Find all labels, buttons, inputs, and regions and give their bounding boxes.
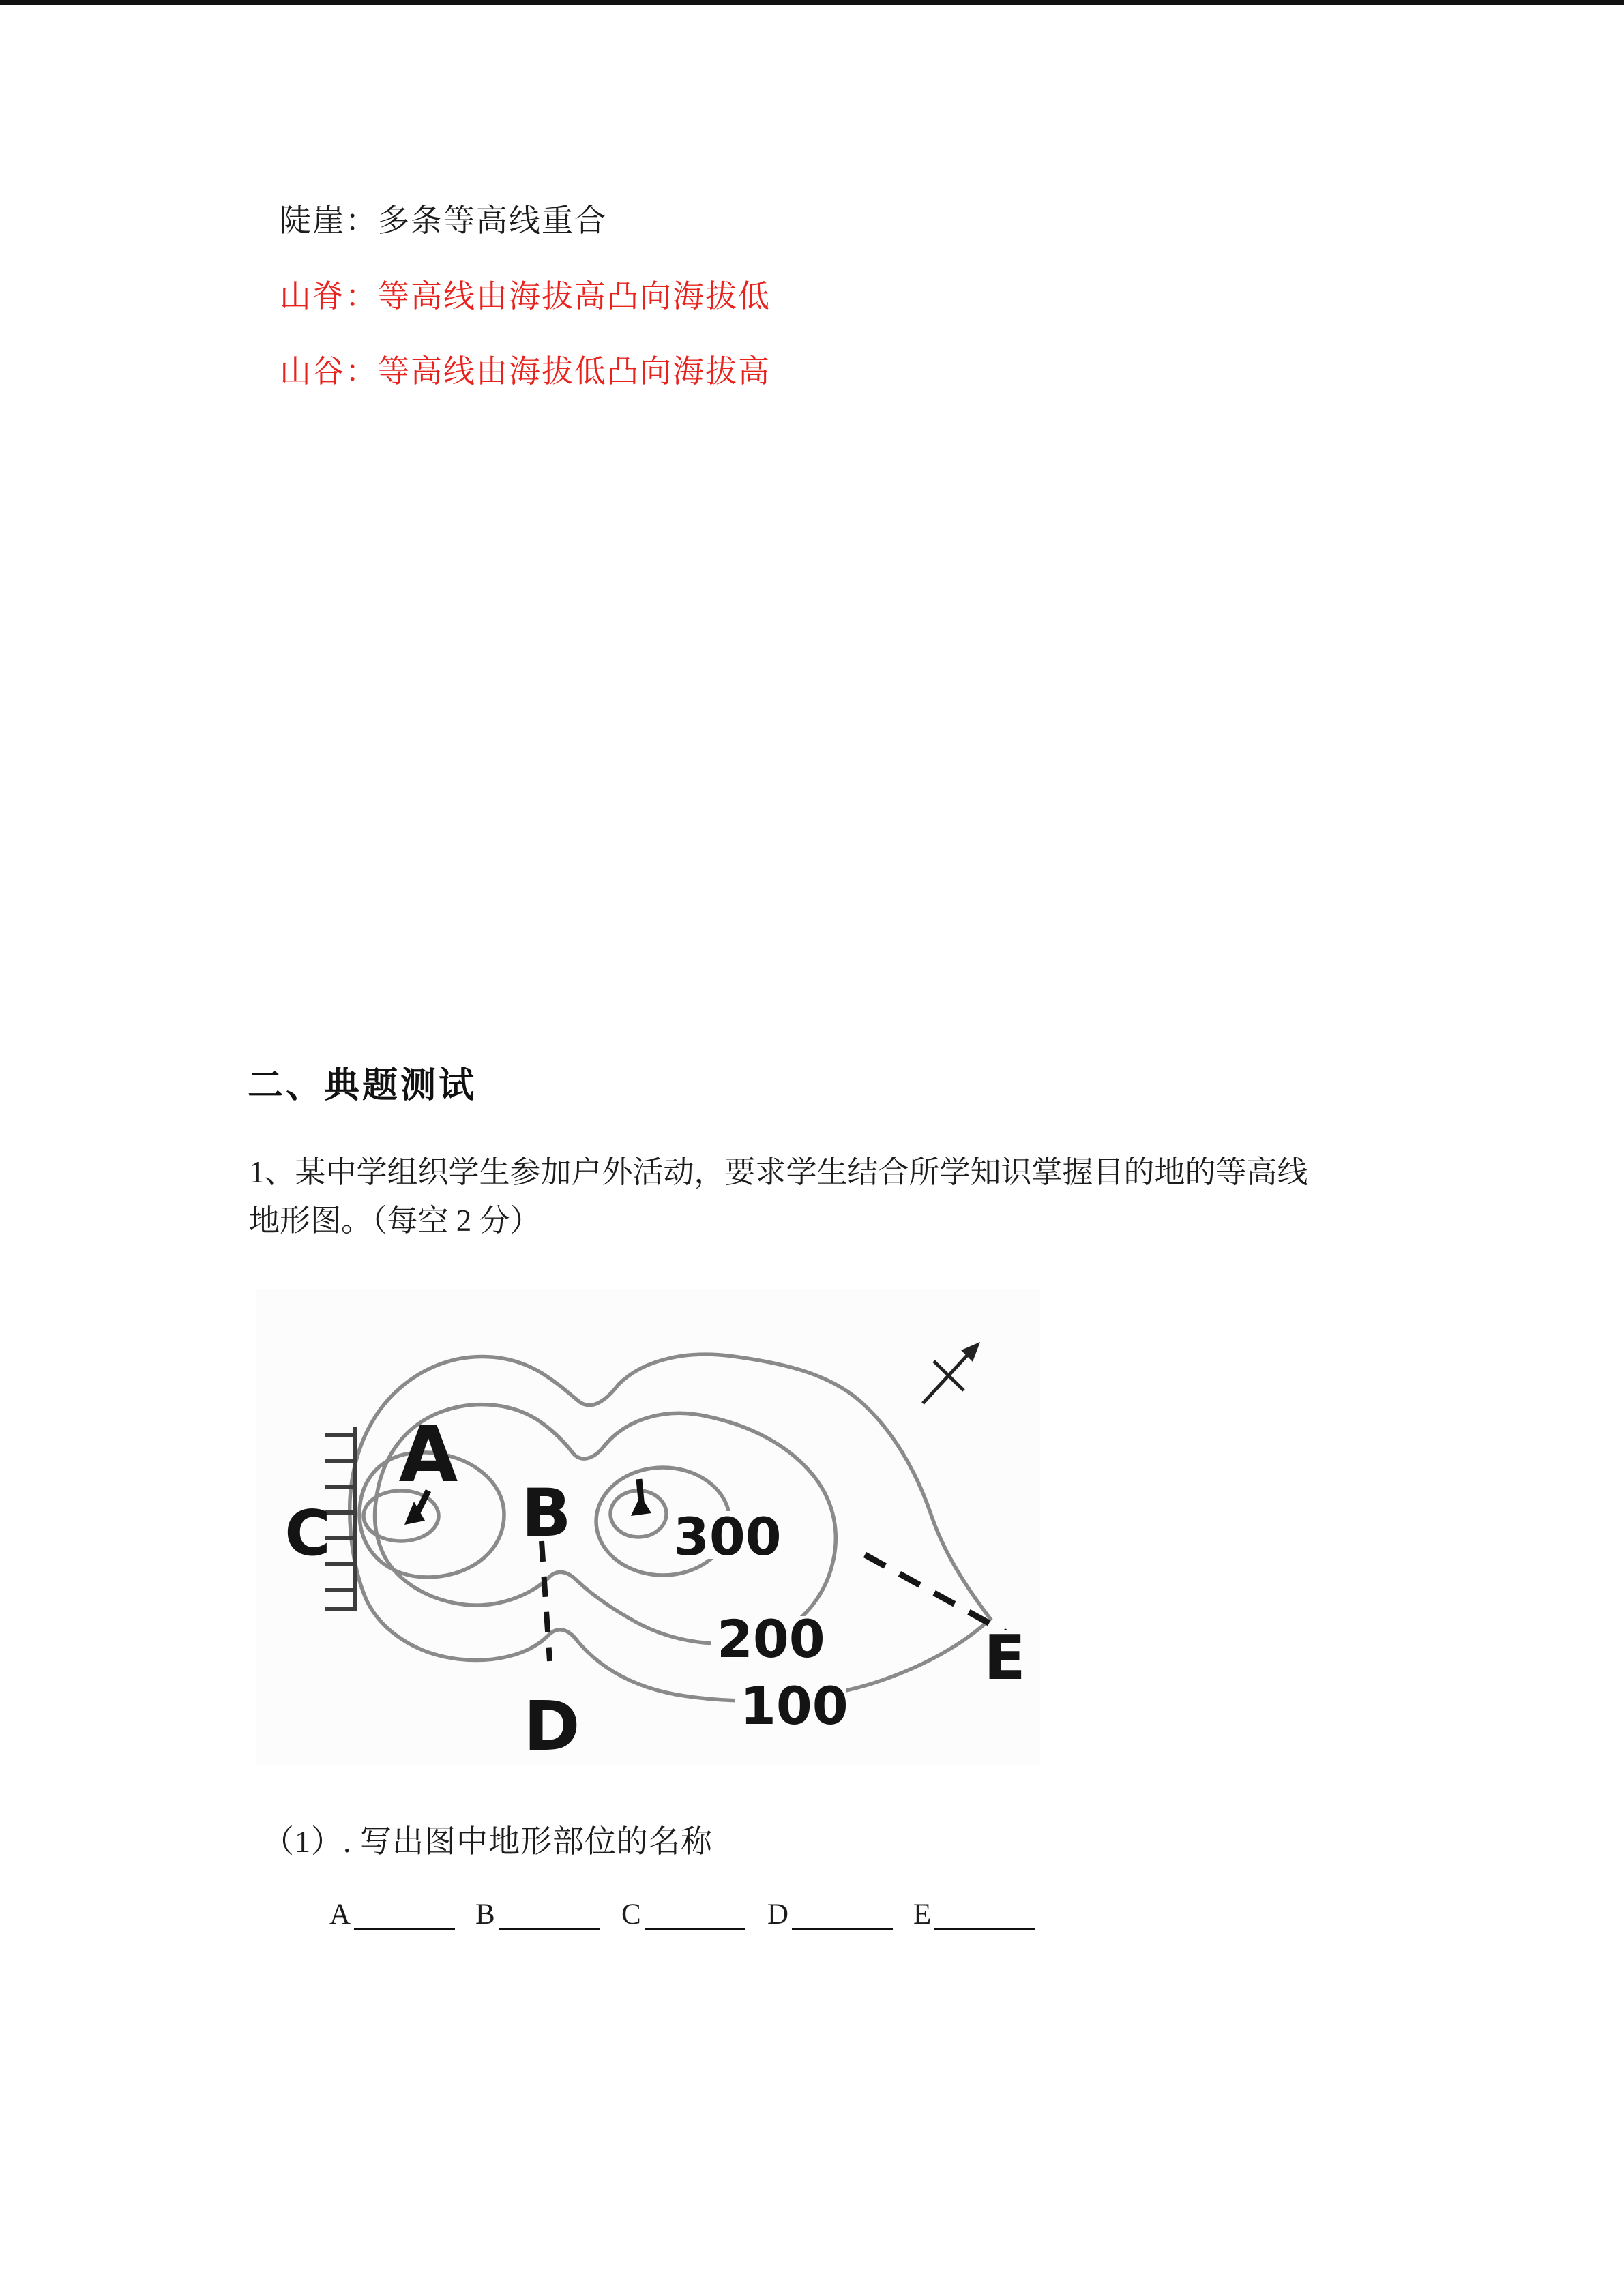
blank-letter-d: D [767, 1898, 789, 1930]
map-background [256, 1289, 1040, 1766]
answer-blank-e [913, 1897, 1035, 1931]
blank-letter-a: A [329, 1898, 351, 1930]
map-point-a: A [398, 1411, 458, 1500]
blank-underline-c [645, 1899, 745, 1930]
map-point-d: D [523, 1686, 580, 1766]
blank-underline-a [354, 1899, 455, 1930]
blank-letter-b: B [475, 1898, 495, 1930]
blank-underline-b [499, 1899, 600, 1930]
top-border-bar [0, 0, 1624, 5]
section-heading: 二、典题测试 [248, 1066, 477, 1105]
note-cliff: 陡崖：多条等高线重合 [280, 203, 607, 238]
map-point-e: E [984, 1622, 1026, 1694]
question-line-2: 地形图。（每空 2 分） [249, 1204, 541, 1238]
note-valley: 山谷：等高线由海拔低凸向海拔高 [280, 354, 771, 389]
contour-value-300: 300 [673, 1506, 782, 1567]
map-point-b: B [521, 1475, 572, 1551]
answer-blank-c [621, 1897, 745, 1931]
blank-letter-e: E [913, 1898, 932, 1930]
blank-underline-e [934, 1899, 1035, 1930]
map-point-c: C [284, 1497, 331, 1570]
answer-blank-a [329, 1897, 455, 1931]
answer-blank-d [767, 1897, 893, 1931]
question-line-1: 1、某中学组织学生参加户外活动，要求学生结合所学知识掌握目的地的等高线 [249, 1155, 1308, 1189]
answer-blank-b [475, 1897, 600, 1931]
sub-question-1: （1）. 写出图中地形部位的名称 [263, 1824, 713, 1859]
contour-map-figure [256, 1289, 1040, 1766]
blank-letter-c: C [621, 1898, 641, 1930]
contour-value-100: 100 [740, 1675, 848, 1736]
blank-underline-d [792, 1899, 893, 1930]
contour-value-200: 200 [717, 1609, 825, 1669]
note-ridge: 山脊：等高线由海拔高凸向海拔低 [280, 279, 771, 314]
